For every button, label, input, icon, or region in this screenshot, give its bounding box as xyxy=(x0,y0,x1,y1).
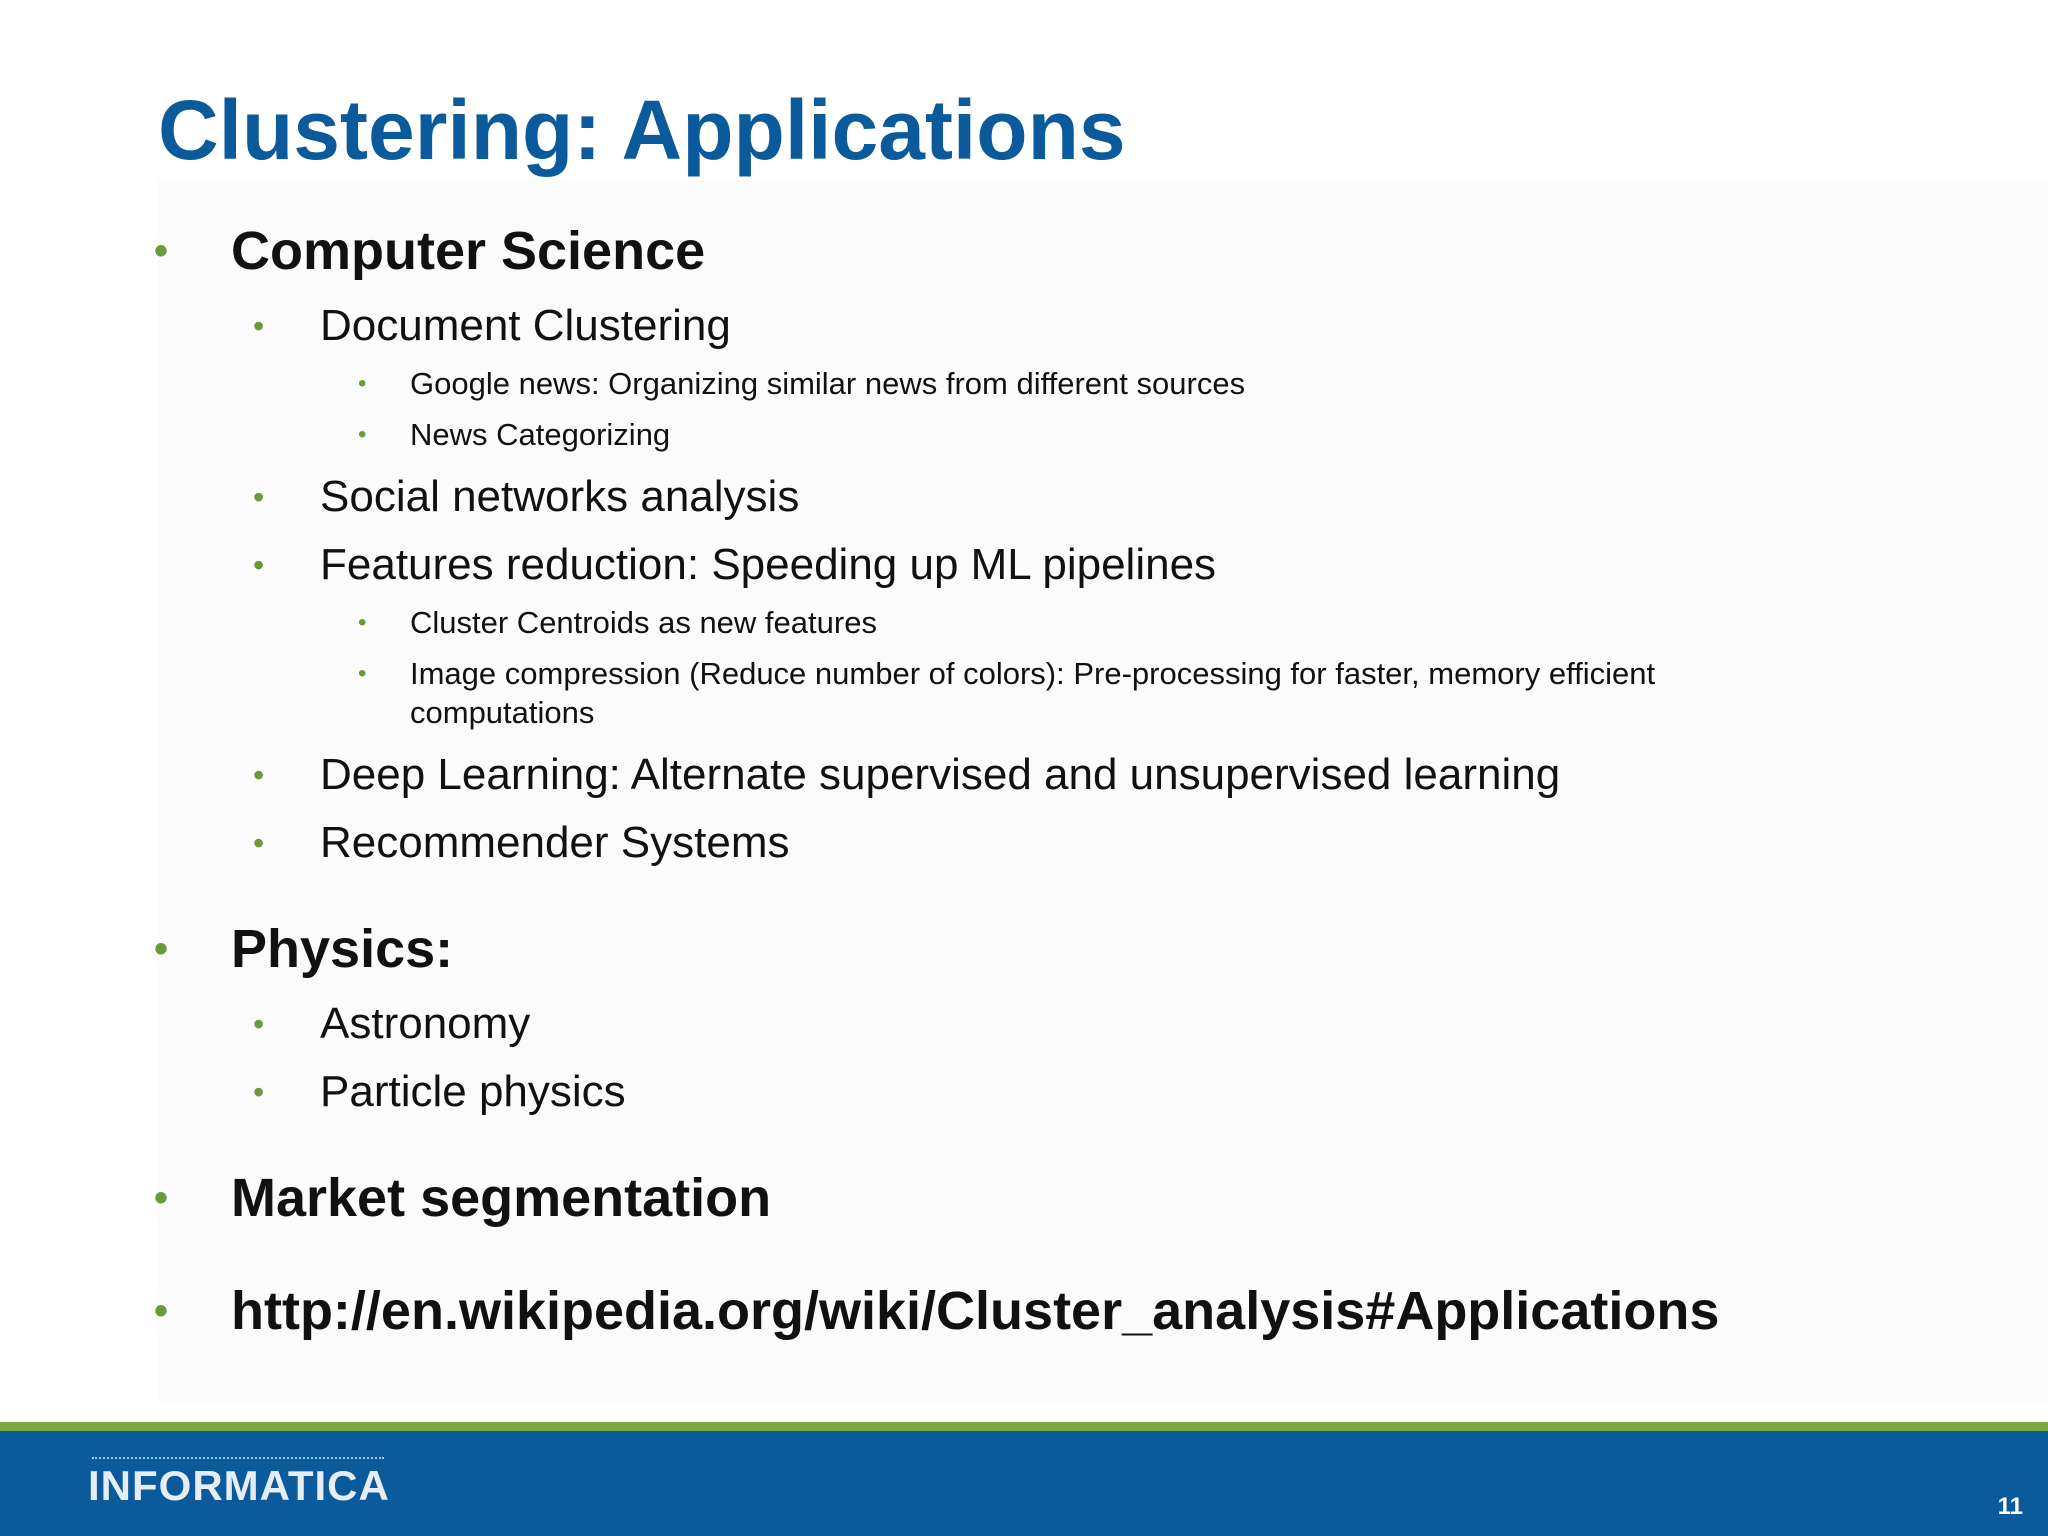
bullet-dot: • xyxy=(358,660,367,687)
bullet-dot: • xyxy=(154,1176,169,1220)
bullet-dot: • xyxy=(154,1289,169,1333)
wiki-link[interactable]: http://en.wikipedia.org/wiki/Cluster_analysis#Applications xyxy=(231,1281,1720,1341)
bullet-text: Image compression (Reduce number of colors): Pre-processing for faster, memory efficient computations xyxy=(410,656,1656,730)
slide-title: Clustering: Applications xyxy=(158,83,1126,177)
bullet-computer-science xyxy=(154,219,706,283)
bullet-dot: • xyxy=(154,229,169,273)
bullet-google-news xyxy=(358,364,1246,403)
bullet-text: News Categorizing xyxy=(410,417,671,452)
bullet-dot: • xyxy=(358,421,367,448)
bullet-dot: • xyxy=(253,547,265,583)
bullet-dot: • xyxy=(253,479,265,515)
footer-accent-stripe xyxy=(0,1422,2048,1431)
bullet-text: Astronomy xyxy=(320,999,531,1048)
page-number: 11 xyxy=(1997,1493,2023,1520)
bullet-dot: • xyxy=(358,609,367,636)
bullet-text: Deep Learning: Alternate supervised and unsupervised learning xyxy=(320,750,1561,799)
bullet-dot: • xyxy=(253,1074,265,1110)
bullet-social-networks xyxy=(253,471,800,523)
bullet-astronomy xyxy=(253,998,531,1050)
bullet-cluster-centroids xyxy=(358,603,877,642)
bullet-news-categorizing xyxy=(358,415,671,454)
bullet-dot: • xyxy=(253,757,265,793)
bullet-recommender-systems xyxy=(253,817,790,869)
bullet-text: Features reduction: Speeding up ML pipelines xyxy=(320,540,1217,589)
bullet-market-segmentation xyxy=(154,1166,772,1230)
bullet-physics xyxy=(154,917,454,981)
bullet-dot: • xyxy=(253,308,265,344)
bullet-dot: • xyxy=(358,370,367,397)
bullet-text: Computer Science xyxy=(231,221,706,281)
bullet-dot: • xyxy=(253,1006,265,1042)
informatica-logo: INFORMATICA xyxy=(88,1462,390,1509)
bullet-dot: • xyxy=(154,927,169,971)
bullet-text: Document Clustering xyxy=(320,301,731,350)
bullet-text: Cluster Centroids as new features xyxy=(410,605,877,640)
bullet-dot: • xyxy=(253,825,265,861)
logo-dots xyxy=(92,1457,384,1461)
bullet-features-reduction xyxy=(253,539,1217,591)
bullet-image-compression xyxy=(358,654,1810,732)
bullet-text: Physics: xyxy=(231,919,454,979)
bullet-deep-learning xyxy=(253,749,1561,801)
bullet-wiki-link[interactable] xyxy=(154,1279,1720,1343)
bullet-text: Market segmentation xyxy=(231,1168,772,1228)
bullet-text: Particle physics xyxy=(320,1067,626,1116)
bullet-text: Google news: Organizing similar news from different sources xyxy=(410,366,1246,401)
bullet-text: Recommender Systems xyxy=(320,818,790,867)
bullet-particle-physics xyxy=(253,1066,626,1118)
bullet-text: Social networks analysis xyxy=(320,472,800,521)
bullet-document-clustering xyxy=(253,300,731,352)
